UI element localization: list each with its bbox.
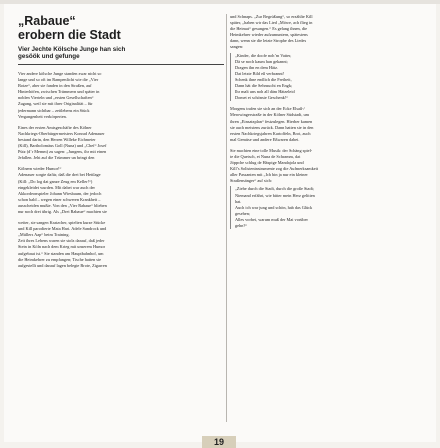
text-line: hat. (235, 198, 242, 204)
text-line: ihren „Einsatzplan“ festzulegen. Hierher kamen (230, 118, 313, 124)
text-line: Eines der ersten Amtsgeschäfte des Kölner (18, 124, 92, 130)
text-line: Jöppche schlug de Häspige Mandajola und (230, 160, 304, 166)
left-column (18, 14, 224, 269)
text-line: eingekleidet wurden. Mit dabei war auch der (18, 184, 95, 190)
text-line: te die Quetsch, et Nuna de Schramm, dat (230, 153, 301, 159)
text-line: Stein in Köln nach dem Krieg mit unserem Humor (18, 244, 106, 250)
text-line: Schenk ihne endlich die Freiheit, (235, 76, 292, 82)
text-line: Niemand erfährt, wie bitter mein Herz gelitten (235, 192, 315, 198)
text-line: Nachkriegs-Oberbürgermeisters Konrad Adenauer (18, 130, 105, 136)
text-line: noblen Vierteln und „ersten Gesellschaften“ (18, 95, 94, 101)
text-line: Ihr malt uns noh all däm Hätzeleid (235, 89, 295, 95)
subtitle-line-1: Vier Jechte Kölsche Junge han sich (18, 46, 126, 53)
text-line: und Schnaps. „Zur Begrüßung“, so erzählte Kill (230, 14, 313, 19)
document-page (4, 4, 436, 442)
text-line: Dragen ihn en dem Hätz. (235, 64, 279, 70)
text-line: weiter, sie sangen Kratzcher, spielten kurze Stücke (18, 220, 106, 226)
text-line: ausscheiden mußte. Von den „Vier Rabaue“ blieben (18, 202, 107, 208)
text-line: jedermann sichtbar – zeitlebens ein Stück (18, 107, 90, 113)
text-line: (Kill: „Do log dat ganze Zeug em Keller!“) (18, 178, 93, 184)
text-line: und Kill parodierte Mata Hari. Adele Sandrock und (18, 226, 107, 232)
song-lyrics-1 (230, 53, 436, 102)
text-line: Kölnern wieder Humor!“ (18, 166, 62, 172)
text-line: sangen: (230, 44, 244, 50)
text-line: aufgebaut ist.“ Sie standen am Hauptbahnhof, um (18, 250, 104, 256)
text-line: aller Passanten mit „Ich bin ja nur ein kleiner (230, 172, 308, 178)
article-title-line-1: „Rabaue“ (18, 14, 76, 28)
right-body-text-2 (230, 106, 436, 184)
text-line: Vier andere kölsche Junge standen zwar nicht so (18, 71, 102, 76)
text-line: später, „haben wir das Lied „Möwe, ach flieg in (230, 20, 313, 26)
text-line: gehn?“ (235, 223, 248, 228)
text-line: Jefallen. Jeht auf die Trümmer un bringt den (18, 155, 95, 161)
text-line: Kill’s Solisteninstrumente zog die Aufmerksamkeit (230, 166, 319, 172)
text-line: gesehen; (235, 210, 251, 216)
text-line: Sie machten eine tolle Musik: der Schäng spiel- (230, 147, 313, 153)
text-line: sie auch meistens zurück. Dann hatten sie in den (230, 124, 314, 130)
title-rule (18, 64, 224, 65)
text-line: Hinterhöfen, zwischen Trümmern und später in (18, 89, 100, 95)
song-lyrics-2 (230, 186, 436, 229)
text-line: lange und so oft im Rampenlicht wie die „Vier (18, 77, 99, 83)
text-line: (Kill), Bartholomäus Goll (Nuna) und „Chef“ Josef (18, 143, 107, 149)
left-body-text (18, 71, 224, 269)
text-line: Alles vorbei, warum muß der Mai vorüber (235, 216, 308, 222)
text-line: Dat letzte Bild eß verbrannt! (235, 70, 285, 76)
text-line: Heimkehrer wieder aufzumuntern, spätestens (230, 32, 308, 38)
right-column (230, 14, 436, 234)
text-line: dann, wenn sie die letzte Strophe des Liedes (230, 38, 307, 44)
article-subtitle (18, 46, 224, 60)
text-line: Domet et schönste Geschenk!“ (235, 95, 289, 101)
text-line: Dä se noch kaum han gekannt; (235, 58, 288, 64)
text-line: aufgestellt und darauf lagen belegte Brote, Zigarren (18, 262, 107, 268)
text-line: Zeit ihres Lebens waren sie stolz darauf, daß jeder (18, 238, 105, 244)
text-line: Botze“, aber sie fanden in den Straßen, auf (18, 83, 92, 89)
text-line: mal Gemüse und andere Eßwaren dabei. (230, 136, 300, 142)
text-line: schon bald – wegen einer schweren Krankheit – (18, 196, 101, 202)
text-line: Akkordeonspieler Johann Wiesbaum, der jedoch (18, 190, 102, 196)
text-line: bestand darin, den Herren Willeke Eichmeier (18, 136, 96, 142)
text-line: Zugang, weil sie mit ihrer Originalität – für (18, 101, 93, 107)
text-line: Auch ich war jung und schön, hab das Glück (235, 204, 313, 210)
text-line: „Müllers Aap“ beim Training. (18, 232, 70, 238)
text-line: „Kinder, die doofe noh’m Vatter, (235, 52, 292, 58)
text-line: ersten Nachkriegsjahren Kartoffeln, Brot, auch (230, 130, 311, 136)
text-line: die Heimkehrer zu empfangen; Tische hatten sie (18, 256, 102, 262)
subtitle-line-2: gesöök und gefunge (18, 53, 80, 60)
page-number: 19 (202, 436, 236, 448)
text-line: Adenauer sorgte dafür, daß die drei bei Hettlage (18, 172, 101, 178)
text-line: Morgens trafen sie sich an der Ecke Elsaß-/ (230, 106, 305, 112)
text-line: die Heimat“ gesungen.“ Es gelang ihnen, die (230, 26, 308, 32)
text-line: Merowingerstraße in der Kölner Südstadt, um (230, 112, 309, 118)
text-line: nur noch drei übrig. Als „Drei Rabaue“ machten sie (18, 208, 107, 214)
text-line: Vergangenheit verkörperten. (18, 113, 67, 119)
article-title-line-2: erobern die Stadt (18, 28, 121, 42)
text-line: Straßensänger“ auf sich: (230, 178, 272, 184)
text-line: Pütz (d’r Memm) zu sagen: „Jungens, ihr mit einen (18, 149, 107, 155)
text-line: Dann hät die Sehnsucht en Engk; (235, 83, 293, 89)
text-line: „Ziehe durch die Stadt, durch die große Stadt; (235, 186, 314, 192)
column-divider (226, 14, 227, 422)
right-body-text-1 (230, 14, 436, 51)
